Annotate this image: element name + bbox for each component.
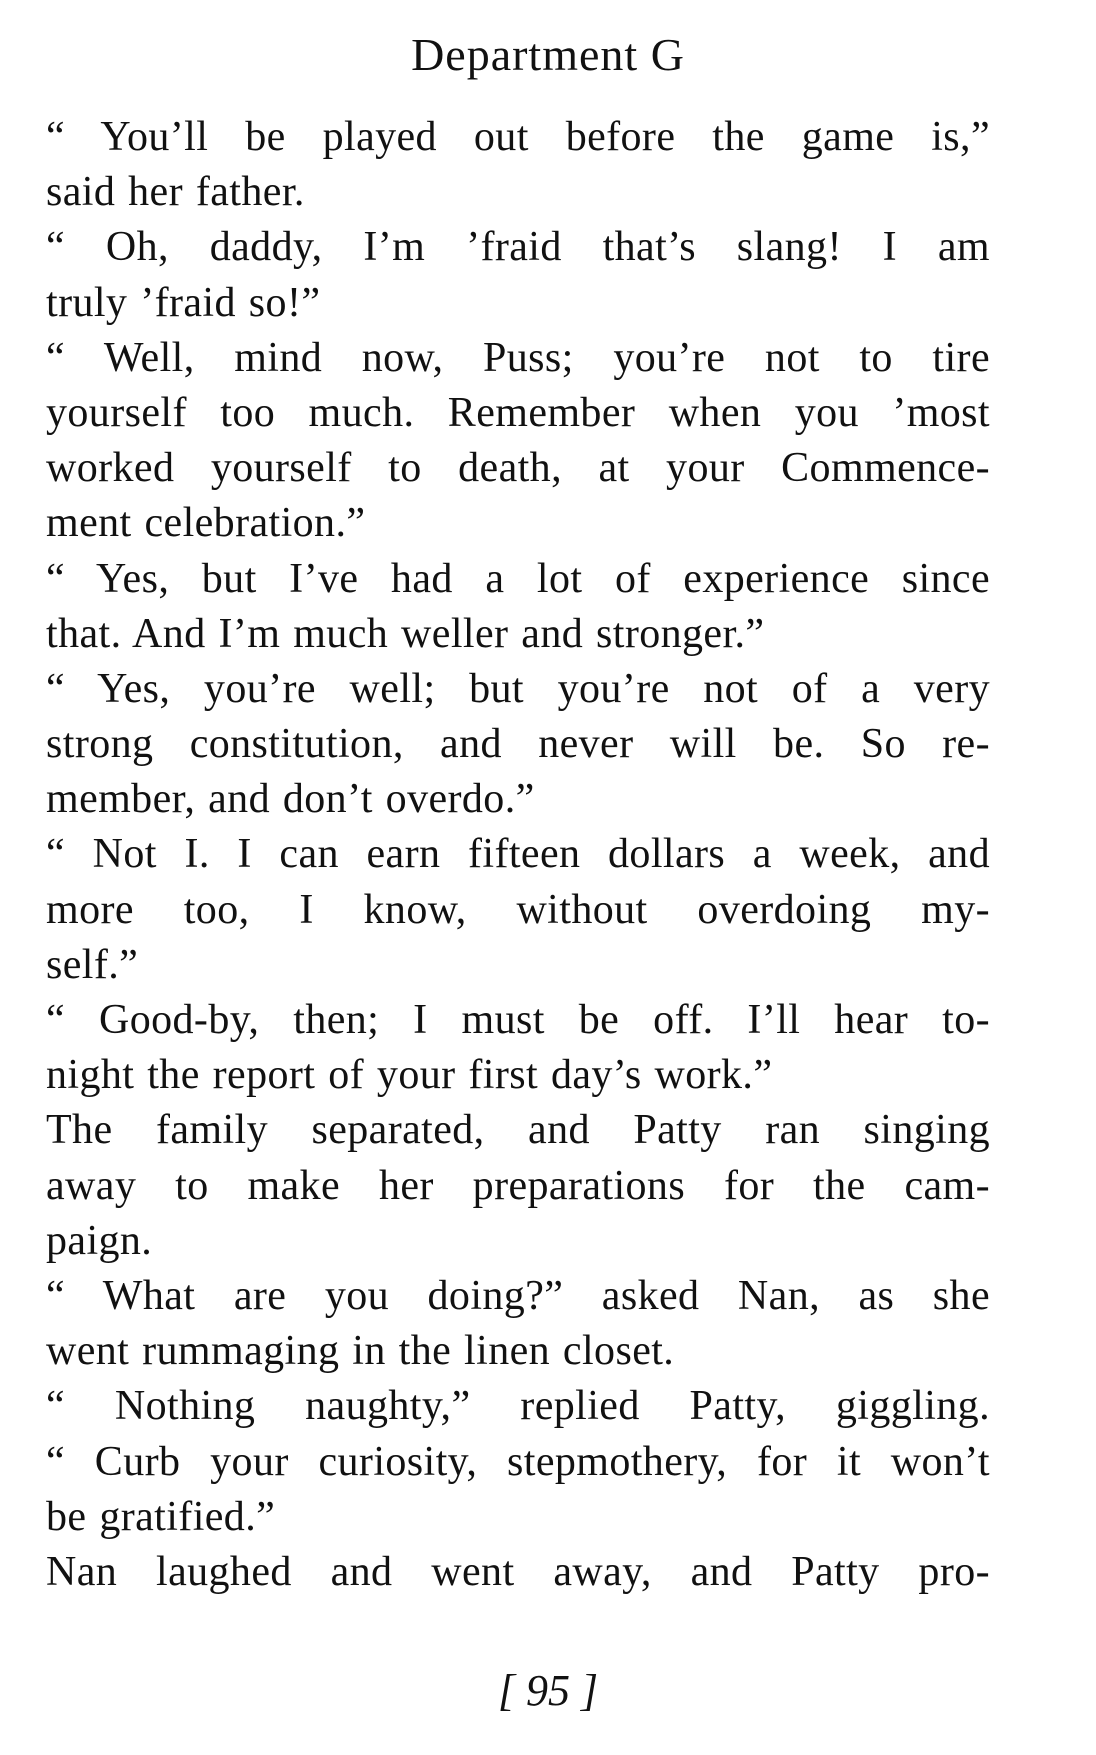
text-line: went rummaging in the linen closet. xyxy=(46,1328,675,1375)
text-line: “ You’ll be played out before the game is,” xyxy=(46,114,990,160)
text-line: be gratified.” xyxy=(46,1493,276,1540)
text-line: “ Yes, you’re well; but you’re not of a very xyxy=(46,665,990,712)
page-number: [ 95 ] xyxy=(497,1666,599,1715)
text-line: “ Good-by, then; I must be off. I’ll hear to- xyxy=(46,997,990,1043)
text-line: member, and don’t overdo.” xyxy=(46,776,535,823)
text-line: that. And I’m much weller and stronger.” xyxy=(46,610,765,657)
body-text xyxy=(46,110,990,1600)
text-line: self.” xyxy=(46,941,139,988)
text-line: “ Nothing naughty,” replied Patty, giggling. xyxy=(46,1383,990,1430)
text-line: away to make her preparations for the cam- xyxy=(46,1162,990,1209)
text-line: worked yourself to death, at your Commence- xyxy=(46,445,990,492)
text-line: “ Oh, daddy, I’m ’fraid that’s slang! I am xyxy=(46,224,990,271)
text-line: The family separated, and Patty ran singing xyxy=(46,1107,990,1154)
text-line: “ Yes, but I’ve had a lot of experience since xyxy=(46,555,990,602)
text-line: said her father. xyxy=(46,169,305,216)
text-line: paign. xyxy=(46,1217,153,1264)
text-line: night the report of your first day’s work.” xyxy=(46,1052,773,1099)
text-line: strong constitution, and never will be. So re- xyxy=(46,721,990,768)
text-line: ment celebration.” xyxy=(46,500,366,547)
text-line: Nan laughed and went away, and Patty pro- xyxy=(46,1548,990,1595)
text-line: “ Well, mind now, Puss; you’re not to tire xyxy=(46,334,990,381)
text-line: “ Not I. I can earn fifteen dollars a week, and xyxy=(46,831,990,878)
text-line: truly ’fraid so!” xyxy=(46,279,321,326)
running-head: Department G xyxy=(411,29,685,80)
text-line: “ Curb your curiosity, stepmothery, for it won’t xyxy=(46,1438,990,1485)
text-line: yourself too much. Remember when you ’most xyxy=(46,389,990,436)
text-line: “ What are you doing?” asked Nan, as she xyxy=(46,1272,990,1319)
text-line: more too, I know, without overdoing my- xyxy=(46,886,990,933)
